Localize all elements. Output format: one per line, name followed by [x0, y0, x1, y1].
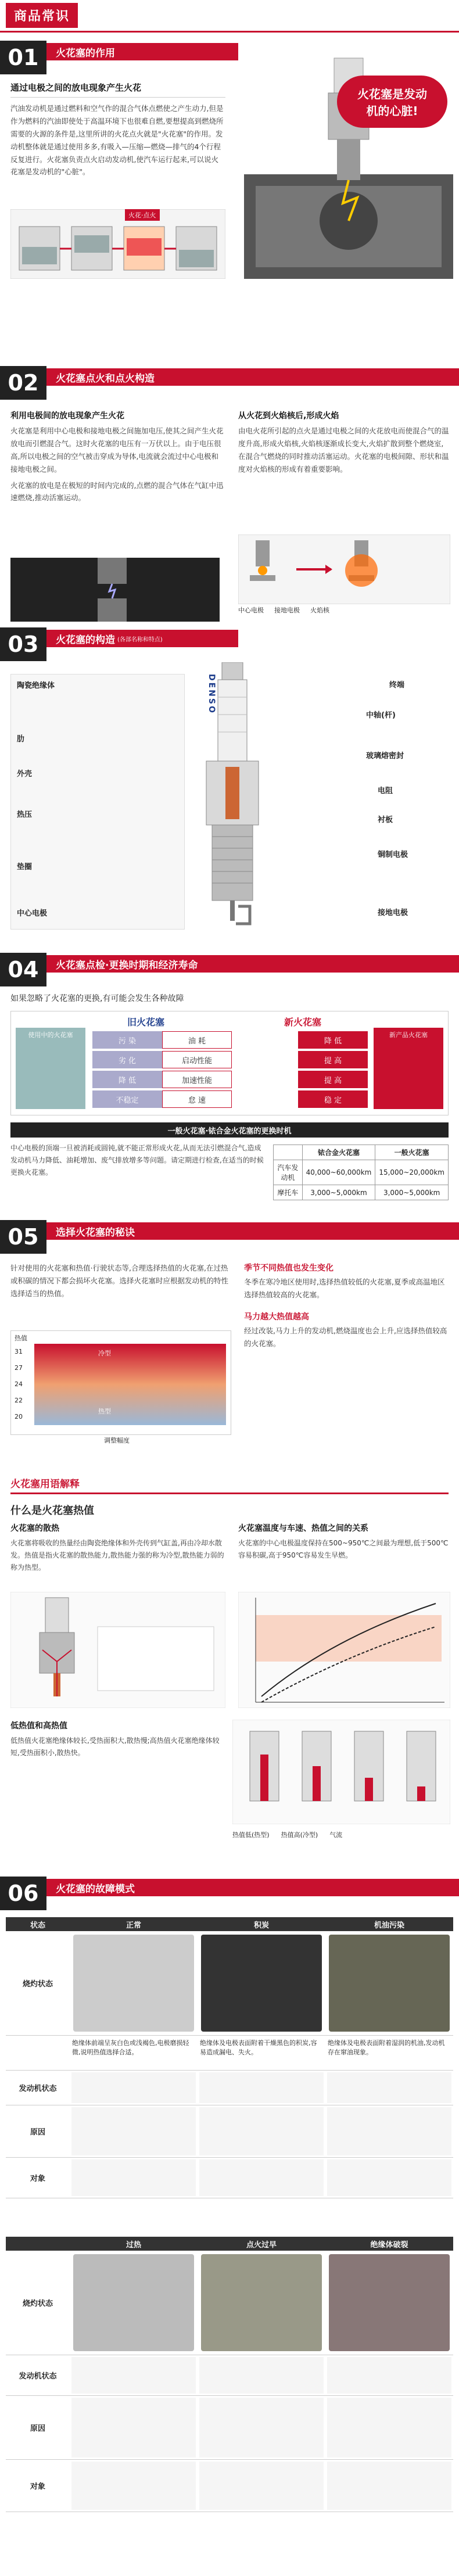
replacement-note: 中心电极的顶端一旦被消耗或圆钝,就不能正常形成火花,从而无法引燃混合气,造成发动机马力降低、油耗增加、废气排放增多等问题。请定期进行检查,在适当的时候更换火花塞。: [10, 1144, 264, 1176]
compare-middle: 加速性能: [162, 1071, 232, 1088]
ignition-caption: 火花·点火: [125, 209, 160, 221]
section-4: [0, 953, 459, 1203]
col-header: 正常: [125, 1921, 141, 1930]
left-parts-panel: [10, 674, 185, 930]
table-cell: 40,000~60,000km: [302, 1160, 375, 1185]
new-plug-label: 新火花塞: [284, 1017, 322, 1028]
compare-right: 提 高: [298, 1051, 368, 1068]
section-6: [0, 1877, 459, 2574]
part-glass-seal: 玻璃熔密封: [366, 752, 404, 760]
part-liner: 衬板: [378, 816, 393, 824]
section-5-header: [0, 1220, 459, 1254]
table-row: [274, 1185, 449, 1200]
section-3: [0, 627, 459, 935]
badge-line-1: 火花塞是发动: [357, 87, 427, 101]
section-1-number: 01: [0, 41, 46, 74]
section-5-number: 05: [0, 1220, 46, 1254]
compare-row: [92, 1071, 368, 1088]
scale-tick: 27: [15, 1364, 23, 1372]
section-6-header: [0, 1877, 459, 1910]
col-header: 过热: [125, 2240, 141, 2249]
legend-hot: 热型: [98, 1408, 111, 1415]
compare-right: 提 高: [298, 1071, 368, 1088]
table-row: [274, 1160, 449, 1185]
section-2-title: 火花塞点火和点火构造: [46, 368, 459, 386]
part-resistor: 电阻: [378, 787, 393, 795]
glossary-right-heading: 火花塞温度与车速、热值之间的关系: [238, 1524, 368, 1533]
section-4-header: [0, 953, 459, 986]
legend-item: 气流: [329, 1831, 343, 1839]
section-4-number: 04: [0, 953, 46, 986]
row-label: 烧灼状态: [22, 1980, 53, 1989]
tip-1-heading: 季节不同热值也发生变化: [244, 1264, 334, 1273]
section-3-title: [46, 630, 238, 647]
carbon-plug-photo: [201, 1935, 322, 2032]
legend-ground-electrode: 接地电极: [274, 607, 300, 614]
comparison-panel: [10, 1011, 449, 1115]
compare-row: [92, 1051, 368, 1068]
section-1: [0, 41, 459, 285]
part-gasket: 垫圈: [17, 863, 33, 871]
heat-range-label: 热值: [15, 1334, 27, 1342]
section-1-subtitle: 通过电极之间的放电现象产生火花: [10, 81, 225, 98]
part-terminal: 终端: [389, 681, 405, 690]
legend-center-electrode: 中心电极: [238, 607, 264, 614]
section-4-question: 如果忽略了火花塞的更换,有可能会发生各种故障: [10, 994, 184, 1003]
section-5-title: 选择火花塞的秘诀: [46, 1222, 459, 1240]
glossary-right-body: 火花塞的中心电极温度保持在500~950℃之间最为理想,低于500℃容易积碳,高于950℃容易发生早燃。: [238, 1539, 449, 1559]
glossary-title: 火花塞用语解释: [10, 1476, 449, 1494]
fault-table-2: [6, 2237, 453, 2512]
compare-left: 不稳定: [92, 1090, 162, 1108]
discharge-photo: [10, 558, 220, 622]
legend-item: 热值高(冷型): [281, 1831, 318, 1839]
table-cell: 摩托车: [274, 1185, 303, 1200]
normal-description: 绝缘体前端呈灰白色或浅褐色,电极磨损轻微,说明热值选择合适。: [72, 2039, 189, 2056]
heat-range-comparison-diagram: [232, 1720, 450, 1824]
table-cell: 15,000~20,000km: [375, 1160, 449, 1185]
compare-left: 劣 化: [92, 1051, 162, 1068]
section-6-title: 火花塞的故障模式: [46, 1879, 459, 1896]
scale-tick: 20: [15, 1413, 23, 1420]
col-header: 绝缘体破裂: [370, 2240, 408, 2249]
table-cell: 汽车发动机: [274, 1160, 303, 1185]
glossary-legend: [232, 1830, 342, 1839]
oil-plug-photo: [329, 1935, 450, 2032]
compare-right: 稳 定: [298, 1090, 368, 1108]
temperature-curve-diagram: [238, 1592, 450, 1708]
compare-middle: 油 耗: [162, 1031, 232, 1049]
part-housing: 外壳: [17, 770, 33, 778]
section-2-left-body: 火花塞是利用中心电极和接地电极之间施加电压,使其之间产生火花放电而引燃混合气。这时火花塞的电压有一万伏以上。由于电压很高,所以电极之间的空气被击穿成为导体,电流就会流过中心电极和接地电极之间。: [10, 426, 224, 473]
row-label: 状态: [30, 1921, 45, 1930]
scale-tick: 22: [15, 1397, 23, 1404]
heat-dissipation-diagram: [10, 1592, 225, 1708]
section-1-body: 汽油发动机是通过燃料和空气作的混合气体点燃使之产生动力,但是作为燃料的汽油即使处于高温环境下也很难自燃,要想提高到燃烧所需要的火源的条件是,这里所讲的火花点火就是"火花塞"的作用。发动机整体就是通过使用多多,有吸入—压缩—燃烧—排气的4个行程反复进行。火花塞负责点火启动发动机,使汽车运行起来,可以说火花塞是发动机的"心脏"。: [10, 104, 224, 177]
row-label: 原因: [30, 2128, 45, 2137]
part-hot-press: 热压: [17, 810, 33, 819]
glossary-low-body: 低热值火花塞绝缘体较长,受热面积大,散热慢;高热值火花塞绝缘体较短,受热面积小,散热快。: [10, 1737, 220, 1757]
table-cell: 3,000~5,000km: [375, 1185, 449, 1200]
header-tag: 商品常识: [6, 3, 78, 28]
heat-gradient: [34, 1344, 226, 1425]
col-header: 积炭: [253, 1921, 269, 1930]
glossary-section: [0, 1476, 459, 1871]
scale-tick: 31: [15, 1348, 23, 1355]
row-label: 对象: [30, 2482, 45, 2491]
compare-left: 污 染: [92, 1031, 162, 1049]
glossary-low-heading: 低热值和高热值: [10, 1721, 67, 1731]
cracked-plug-photo: [329, 2254, 450, 2351]
section-3-header: [0, 627, 459, 661]
section-3-title-note: (各部名称和特点): [117, 636, 163, 643]
fault-table-1: [6, 1917, 453, 2198]
glossary-left-heading: 火花塞的散热: [10, 1524, 59, 1533]
section-5-body: 针对使用的火花塞和热值·行驶状态等,合理选择热值的火花塞,在过热或积碳的情况下都会损坏火花塞。选择火花塞时应根据发动机的特性选择适当的热值。: [10, 1264, 229, 1298]
tip-2-heading: 马力越大热值越高: [244, 1312, 309, 1322]
legend-item: 热值低(热型): [232, 1831, 270, 1839]
normal-plug-photo: [73, 1935, 194, 2032]
top-bar: [0, 0, 459, 33]
row-label: 原因: [30, 2424, 45, 2433]
col-header: 机油污染: [374, 1921, 404, 1930]
section-2-left-body-2: 火花塞的放电是在极短的时间内完成的,点燃的混合气体在气缸中迅速燃烧,推动活塞运动。: [10, 480, 224, 503]
heat-range-scale: [15, 1344, 32, 1425]
legend-cold: 冷型: [98, 1350, 111, 1357]
row-label: 对象: [30, 2175, 45, 2183]
flame-legend: [238, 605, 329, 615]
section-2-left-heading: 利用电极间的放电现象产生火花: [10, 411, 124, 421]
part-ground-electrode: 接地电极: [378, 909, 408, 917]
section-3-number: 03: [0, 627, 46, 661]
used-plug-image: [16, 1028, 85, 1109]
compare-row: [92, 1090, 368, 1108]
section-1-title: 火花塞的作用: [46, 43, 238, 60]
preignition-plug-photo: [201, 2254, 322, 2351]
tip-1-body: 冬季在寒冷地区使用时,选择热值较低的火花塞,夏季或高温地区选择热值较高的火花塞。: [244, 1278, 445, 1299]
scale-tick: 24: [15, 1380, 23, 1388]
carbon-description: 绝缘体及电极表面附着干燥黑色的积炭,容易造成漏电、失火。: [200, 2039, 317, 2056]
section-2-right-body: 由电火花所引起的点火是通过电极之间的火花放电而使混合气的温度升高,形成火焰核,火焰核逐渐成长变大,火焰扩散到整个燃烧室,在混合气燃烧的同时推动活塞运动。火花塞的电极间隙、形状和温度对火焰核的形成有着重要影响。: [238, 426, 449, 473]
four-stroke-diagram: [10, 209, 225, 279]
section-2-number: 02: [0, 366, 46, 400]
flame-kernel-diagram: [238, 534, 450, 604]
table-cell: 3,000~5,000km: [302, 1185, 375, 1200]
glossary-left-body: 火花塞将吸收的热量经由陶瓷绝缘体和外壳传到气缸盖,再由冷却水散发。热值是指火花塞的散热能力,散热能力强的称为冷型,散热能力弱的称为热型。: [10, 1539, 224, 1572]
compare-left: 降 低: [92, 1071, 162, 1088]
right-parts-panel: [285, 674, 450, 930]
new-plug-image: [374, 1028, 443, 1109]
section-3-title-text: 火花塞的构造: [56, 634, 115, 646]
part-insulator: 陶瓷绝缘体: [17, 681, 55, 690]
row-label: 发动机状态: [19, 2372, 57, 2381]
old-plug-label: 旧火花塞: [127, 1017, 165, 1028]
oil-description: 绝缘体及电极表面附着湿润的机油,发动机存在窜油现象。: [328, 2039, 445, 2056]
compare-right: 降 低: [298, 1031, 368, 1049]
compare-row: [92, 1031, 368, 1049]
section-4-title: 火花塞点检·更换时期和经济寿命: [46, 955, 459, 973]
overheat-plug-photo: [73, 2254, 194, 2351]
tip-2-body: 经过改装,马力上升的发动机,燃烧温度也会上升,应选择热值较高的火花塞。: [244, 1326, 447, 1348]
compare-rows: [92, 1031, 368, 1108]
section-2: [0, 366, 459, 614]
col-header: 点火过早: [246, 2240, 277, 2249]
compare-middle: 启动性能: [162, 1051, 232, 1068]
part-rib: 肋: [17, 735, 25, 744]
row-label: 发动机状态: [19, 2085, 57, 2093]
replacement-banner: 一般火花塞·铱合金火花塞的更换时机: [10, 1122, 449, 1138]
spark-plug-cross-section: [192, 662, 273, 930]
table-header: 铱合金火花塞: [302, 1145, 375, 1160]
part-copper-electrode: 铜制电极: [378, 851, 408, 859]
section-6-number: 06: [0, 1877, 46, 1910]
new-plug-caption: 新产品火花塞: [389, 1031, 428, 1039]
badge-line-2: 机的心脏!: [366, 104, 418, 118]
heart-badge: [337, 76, 447, 128]
table-header: [274, 1145, 303, 1160]
denso-brand: DENSO: [207, 674, 216, 715]
row-label: 烧灼状态: [22, 2299, 53, 2308]
heat-range-chart: [10, 1330, 231, 1444]
part-center-electrode: 中心电极: [17, 909, 48, 918]
used-plug-caption: 使用中的火花塞: [28, 1031, 73, 1039]
section-2-header: [0, 366, 459, 400]
section-5: [0, 1220, 459, 1464]
legend-flame-kernel: 火焰核: [310, 607, 329, 614]
section-2-right-heading: 从火花到火焰核后,形成火焰: [238, 411, 339, 421]
glossary-what: 什么是火花塞热值: [10, 1505, 94, 1517]
replacement-table: [273, 1145, 449, 1200]
part-center-shaft: 中轴(杆): [366, 711, 396, 720]
table-header: 一般火花塞: [375, 1145, 449, 1160]
chart-x-label: 调整幅度: [104, 1437, 130, 1444]
compare-middle: 怠 速: [162, 1090, 232, 1108]
